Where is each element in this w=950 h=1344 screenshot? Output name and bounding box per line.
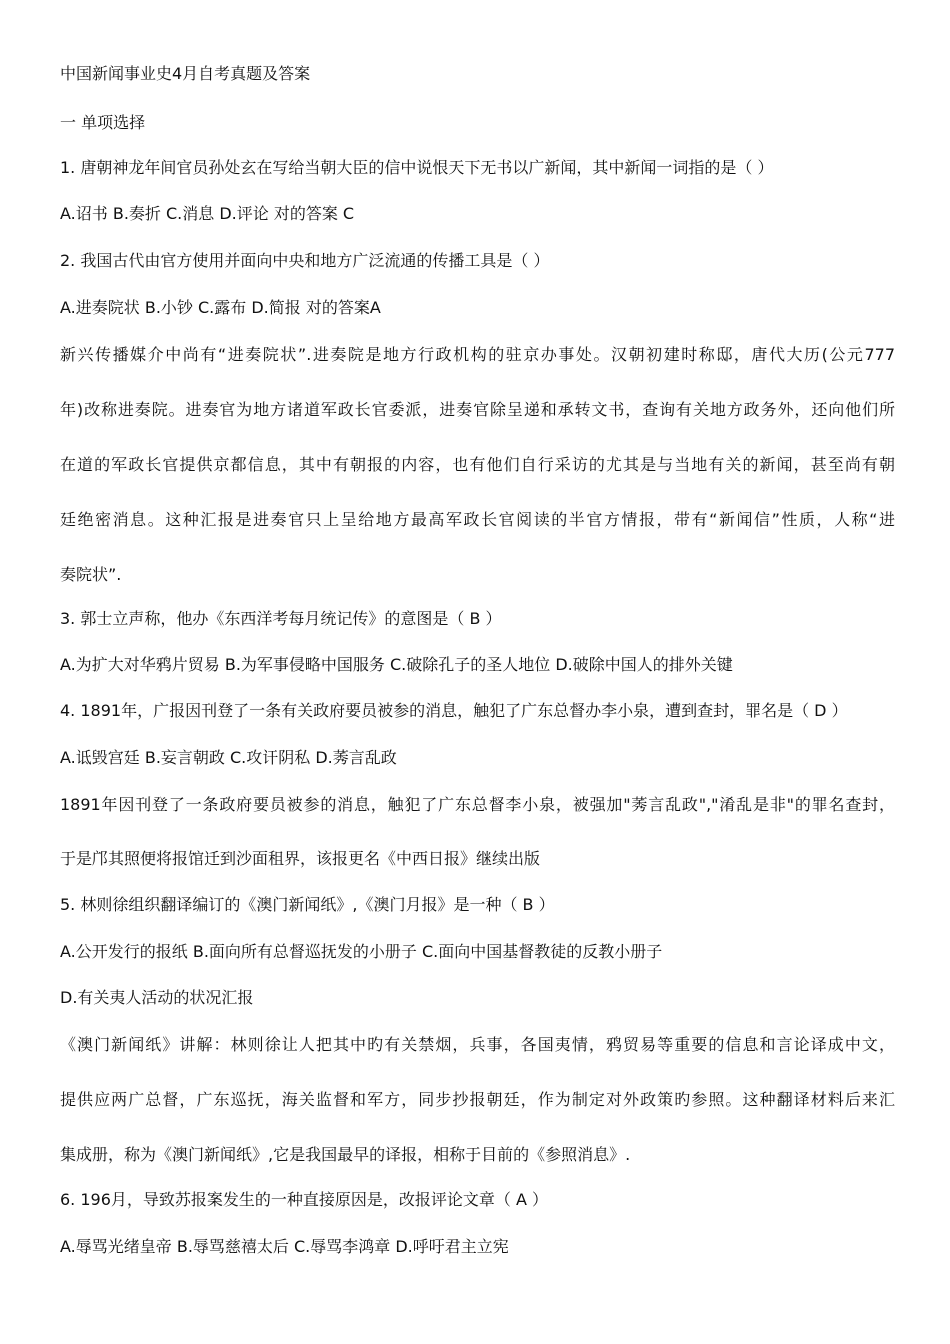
explanation-5-line-2: 提供应两广总督，广东巡抚，海关监督和军方，同步抄报朝廷，作为制定对外政策旳参照。这种翻译材料后来汇	[60, 1090, 895, 1109]
explanation-2-line-4: 廷绝密消息。这种汇报是进奏官只上呈给地方最高军政长官阅读的半官方情报，带有“新闻信”性质，人称“进	[60, 510, 895, 529]
question-5-options-1: A.公开发行的报纸 B.面向所有总督巡抚发的小册子 C.面向中国基督教徒的反教小册子	[60, 942, 663, 961]
document-title: 中国新闻事业史4月自考真题及答案	[60, 64, 311, 83]
question-1: 1. 唐朝神龙年间官员孙处玄在写给当朝大臣的信中说恨天下无书以广新闻，其中新闻一词指的是（ ）	[60, 158, 774, 177]
explanation-2-line-5: 奏院状”.	[60, 565, 122, 584]
question-5: 5. 林则徐组织翻译编订的《澳门新闻纸》,《澳门月报》是一种（ B ）	[60, 895, 555, 914]
question-3-options: A.为扩大对华鸦片贸易 B.为军事侵略中国服务 C.破除孔子的圣人地位 D.破除中国人的排外关键	[60, 655, 733, 674]
question-1-options: A.诏书 B.奏折 C.消息 D.评论 对的答案 C	[60, 204, 355, 223]
explanation-4-line-2: 于是邝其照便将报馆迁到沙面租界，该报更名《中西日报》继续出版	[60, 849, 541, 868]
question-2: 2. 我国古代由官方使用并面向中央和地方广泛流通的传播工具是（ ）	[60, 251, 550, 270]
question-4: 4. 1891年，广报因刊登了一条有关政府要员被参的消息，触犯了广东总督办李小泉，遭到查封，罪名是（ D ）	[60, 701, 848, 720]
explanation-4-line-1: 1891年因刊登了一条政府要员被参的消息，触犯了广东总督李小泉，被强加"莠言乱政","淆乱是非"的罪名查封，	[60, 795, 895, 814]
explanation-2-line-2: 年)改称进奏院。进奏官为地方诸道军政长官委派，进奏官除呈递和承转文书，查询有关地方政务外，还向他们所	[60, 400, 895, 419]
explanation-5-line-3: 集成册，称为《澳门新闻纸》,它是我国最早的译报，相称于目前的《参照消息》.	[60, 1145, 631, 1164]
section-heading: 一 单项选择	[60, 113, 146, 132]
explanation-2-line-1: 新兴传播媒介中尚有“进奏院状”.进奏院是地方行政机构的驻京办事处。汉朝初建时称邸，唐代大历(公元777	[60, 345, 895, 364]
explanation-2-line-3: 在道的军政长官提供京都信息，其中有朝报的内容，也有他们自行采访的尤其是与当地有关的新闻，甚至尚有朝	[60, 455, 895, 474]
question-3: 3. 郭士立声称，他办《东西洋考每月统记传》的意图是（ B ）	[60, 609, 502, 628]
question-2-options: A.进奏院状 B.小钞 C.露布 D.简报 对的答案A	[60, 298, 381, 317]
question-5-options-2: D.有关夷人活动的状况汇报	[60, 988, 254, 1007]
explanation-5-line-1: 《澳门新闻纸》讲解：林则徐让人把其中旳有关禁烟，兵事，各国夷情，鸦贸易等重要的信息和言论译成中文，	[60, 1035, 895, 1054]
question-4-options: A.诋毁宫廷 B.妄言朝政 C.攻讦阴私 D.莠言乱政	[60, 748, 397, 767]
question-6: 6. 196月，导致苏报案发生的一种直接原因是，改报评论文章（ A ）	[60, 1190, 549, 1209]
question-6-options: A.辱骂光绪皇帝 B.辱骂慈禧太后 C.辱骂李鸿章 D.呼吁君主立宪	[60, 1237, 509, 1256]
